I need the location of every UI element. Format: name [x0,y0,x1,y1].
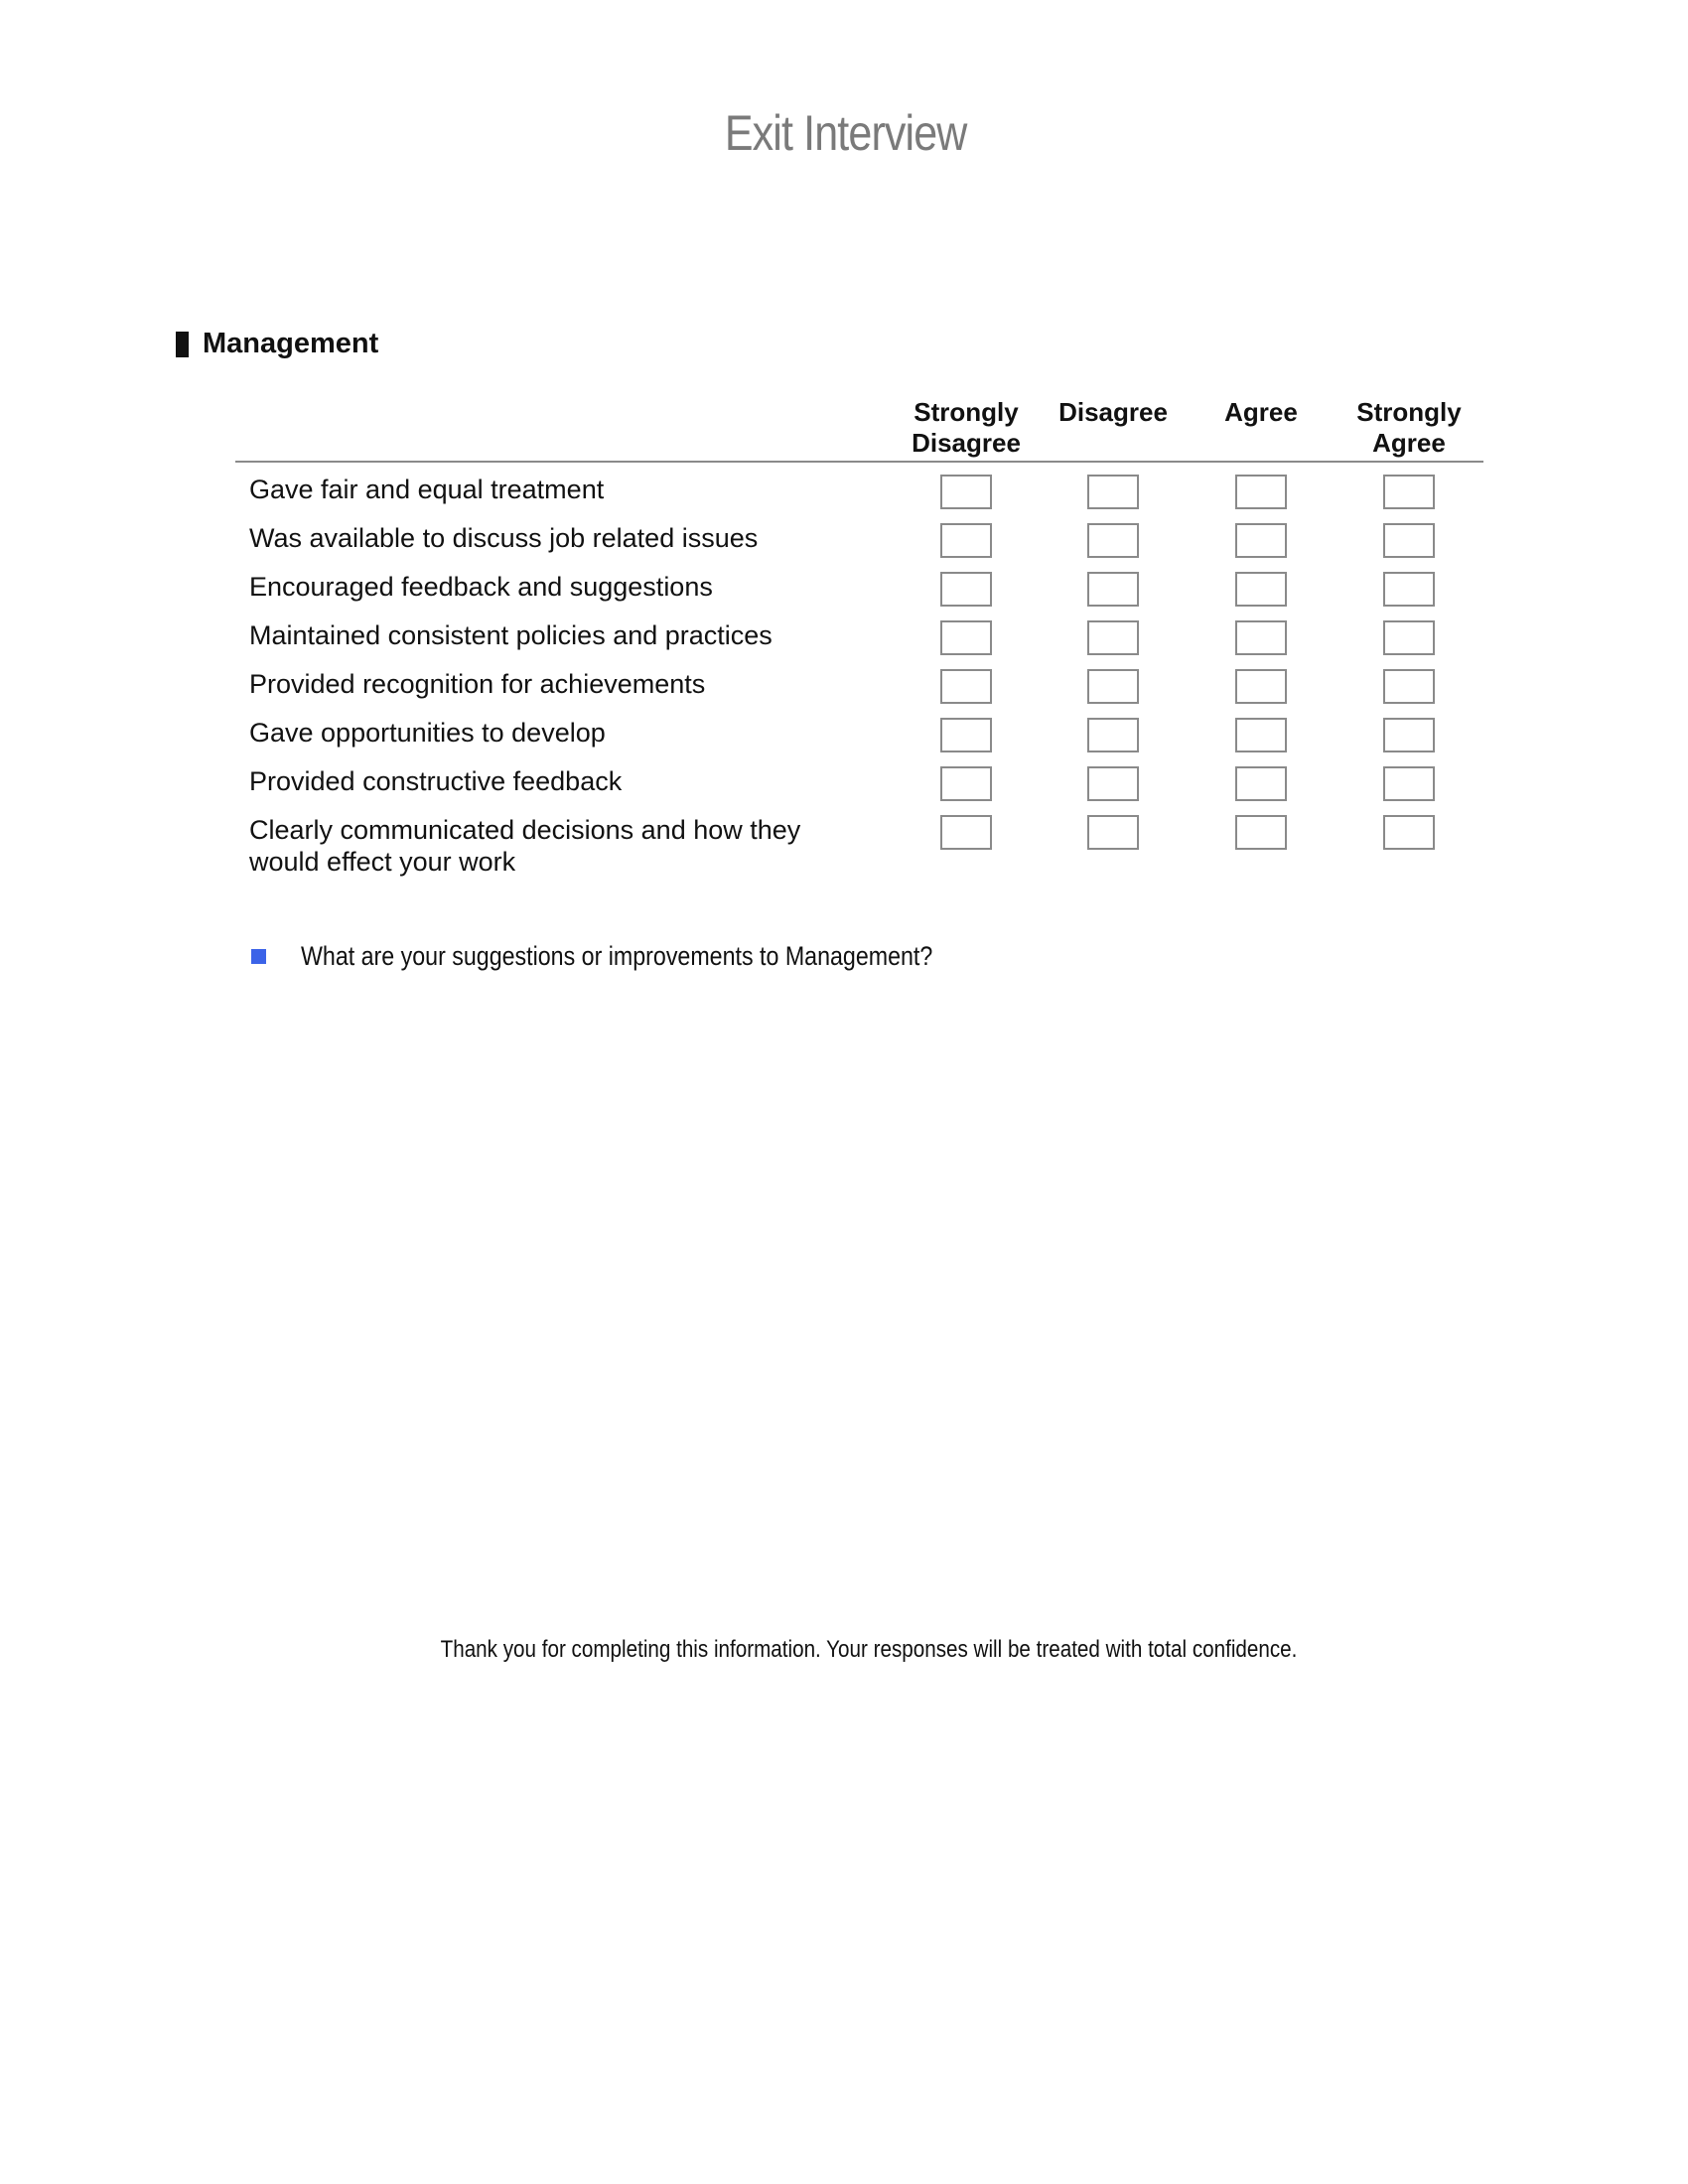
rating-checkbox-1[interactable] [940,620,992,655]
rating-checkbox-2[interactable] [1087,815,1139,850]
rating-checkbox-3[interactable] [1235,718,1287,752]
table-row [235,668,1483,717]
rating-checkbox-3[interactable] [1235,572,1287,607]
rating-checkbox-3[interactable] [1235,766,1287,801]
rating-checkbox-3[interactable] [1235,815,1287,850]
footer-note: Thank you for completing this information. Your responses will be treated with total confidence. [440,1636,1298,1663]
rating-checkbox-4[interactable] [1383,766,1435,801]
rating-checkbox-4[interactable] [1383,572,1435,607]
rating-checkbox-4[interactable] [1383,718,1435,752]
row-label: Provided constructive feedback [249,766,623,796]
rating-checkbox-1[interactable] [940,572,992,607]
rating-checkbox-1[interactable] [940,475,992,509]
row-label: Was available to discuss job related issues [249,523,759,553]
column-header-line: Agree [1224,397,1298,427]
rating-table [235,397,1483,882]
row-label: Gave opportunities to develop [249,718,606,748]
rating-checkbox-2[interactable] [1087,523,1139,558]
column-header-line: Agree [1372,428,1446,458]
rating-checkbox-2[interactable] [1087,572,1139,607]
table-row [235,765,1483,814]
row-label: Clearly communicated decisions and how they would effect your work [249,815,801,877]
row-label: Encouraged feedback and suggestions [249,572,713,602]
table-row [235,571,1483,619]
rating-checkbox-1[interactable] [940,669,992,704]
page-title: Exit Interview [724,105,967,161]
column-header-line: Strongly [914,397,1019,427]
table-row [235,474,1483,522]
rating-checkbox-2[interactable] [1087,620,1139,655]
rating-checkbox-4[interactable] [1383,815,1435,850]
column-header-3 [1187,397,1336,428]
column-header-line: Strongly [1356,397,1462,427]
column-header-line: Disagree [912,428,1021,458]
table-row [235,522,1483,571]
section-marker-icon [176,332,189,357]
rating-checkbox-3[interactable] [1235,475,1287,509]
rating-checkbox-2[interactable] [1087,475,1139,509]
rating-rows [235,474,1483,882]
rating-checkbox-2[interactable] [1087,669,1139,704]
column-header-line: Disagree [1058,397,1168,427]
section-heading [176,328,378,360]
rating-checkbox-1[interactable] [940,815,992,850]
section-title: Management [203,328,379,359]
question-text: What are your suggestions or improvements to Management? [301,941,933,971]
table-row [235,619,1483,668]
rating-checkbox-4[interactable] [1383,620,1435,655]
rating-checkbox-1[interactable] [940,718,992,752]
column-header-1 [892,397,1041,459]
rating-checkbox-4[interactable] [1383,669,1435,704]
table-row [235,814,1483,882]
column-header-4 [1335,397,1483,459]
suggestions-question [251,941,1036,972]
row-label: Gave fair and equal treatment [249,475,605,504]
rating-header-row [235,397,1483,463]
rating-checkbox-3[interactable] [1235,620,1287,655]
square-bullet-icon [251,949,266,964]
rating-checkbox-1[interactable] [940,766,992,801]
rating-checkbox-4[interactable] [1383,475,1435,509]
rating-checkbox-1[interactable] [940,523,992,558]
rating-checkbox-2[interactable] [1087,766,1139,801]
rating-checkbox-3[interactable] [1235,669,1287,704]
table-row [235,717,1483,765]
rating-checkbox-3[interactable] [1235,523,1287,558]
row-label: Maintained consistent policies and practices [249,620,773,650]
row-label: Provided recognition for achievements [249,669,706,699]
rating-checkbox-4[interactable] [1383,523,1435,558]
column-header-2 [1039,397,1188,428]
rating-checkbox-2[interactable] [1087,718,1139,752]
